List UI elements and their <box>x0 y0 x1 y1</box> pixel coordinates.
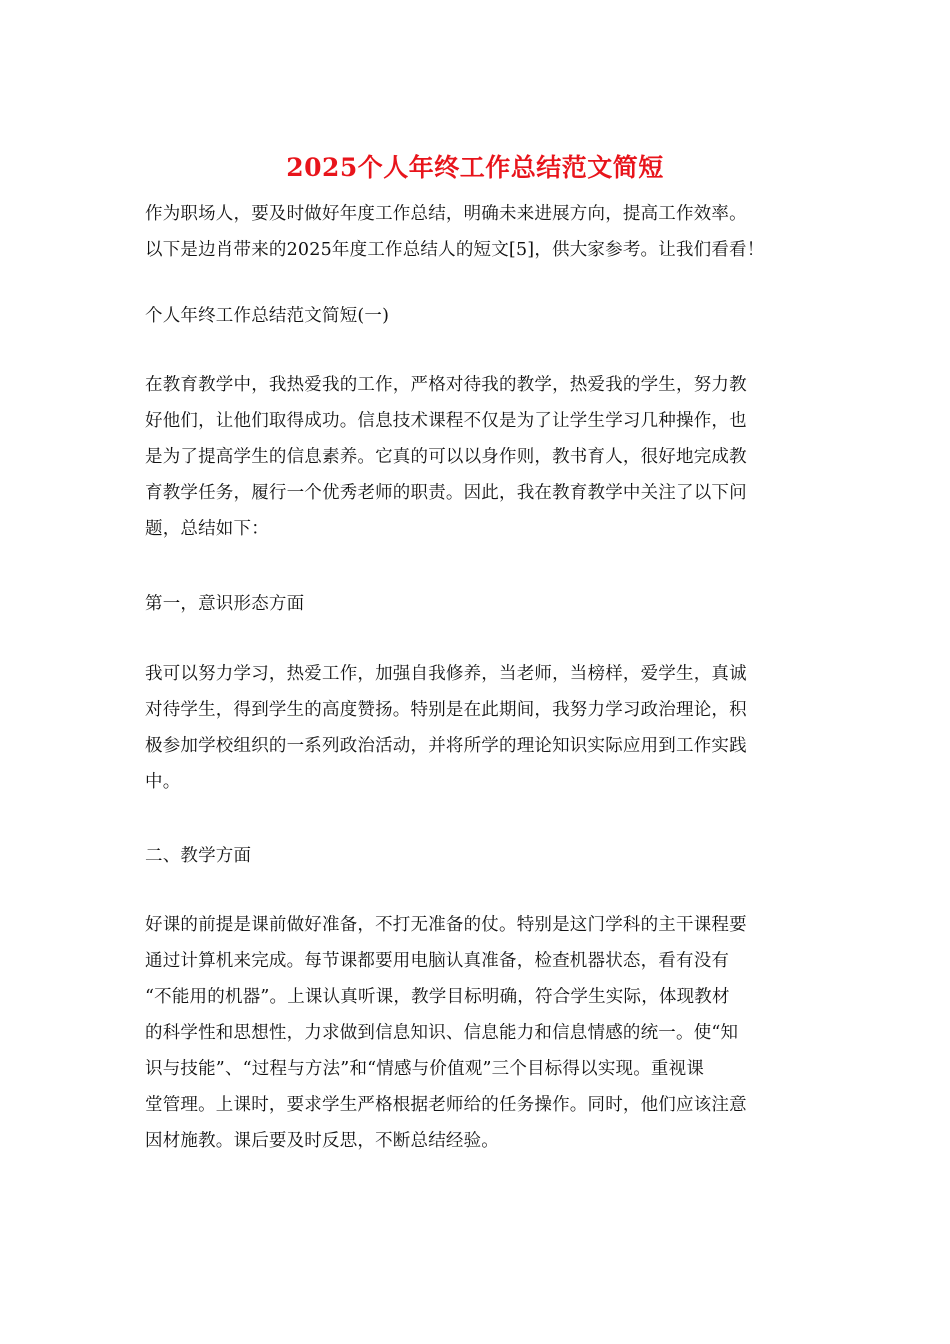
paragraph-line: 在教育教学中，我热爱我的工作，严格对待我的教学，热爱我的学生，努力教 <box>145 375 747 395</box>
paragraph-line: 的科学性和思想性，力求做到信息知识、信息能力和信息情感的统一。使“知 <box>145 1023 739 1043</box>
subheading-text: 二、教学方面 <box>145 846 252 866</box>
section-heading <box>145 298 810 334</box>
intro-line: 以下是边肖带来的2025年度工作总结人的短文[5]，供大家参考。让我们看看！ <box>145 240 765 260</box>
paragraph-3 <box>145 907 810 1159</box>
paragraph-line: 极参加学校组织的一系列政治活动，并将所学的理论知识实际应用到工作实践 <box>145 736 747 756</box>
paragraph-1 <box>145 367 810 547</box>
intro-paragraph <box>145 196 810 268</box>
subheading-ideology <box>145 586 810 622</box>
paragraph-line: 对待学生，得到学生的高度赞扬。特别是在此期间，我努力学习政治理论，积 <box>145 700 747 720</box>
section-heading-text: 个人年终工作总结范文简短(一) <box>145 306 390 326</box>
paragraph-line: 堂管理。上课时，要求学生严格根据老师给的任务操作。同时，他们应该注意 <box>145 1095 747 1115</box>
paragraph-line: 是为了提高学生的信息素养。它真的可以以身作则，教书育人，很好地完成教 <box>145 447 747 467</box>
paragraph-line: 我可以努力学习，热爱工作，加强自我修养，当老师，当榜样，爱学生，真诚 <box>145 664 747 684</box>
subheading-text: 第一，意识形态方面 <box>145 594 305 614</box>
paragraph-line: “不能用的机器”。上课认真听课，教学目标明确，符合学生实际，体现教材 <box>145 987 730 1007</box>
intro-line: 作为职场人，要及时做好年度工作总结，明确未来进展方向，提高工作效率。 <box>145 204 747 224</box>
paragraph-line: 通过计算机来完成。每节课都要用电脑认真准备，检查机器状态，看有没有 <box>145 951 730 971</box>
paragraph-line: 识与技能”、“过程与方法”和“情感与价值观”三个目标得以实现。重视课 <box>145 1059 705 1079</box>
document-title: 2025个人年终工作总结范文简短 <box>286 153 664 182</box>
paragraph-line: 育教学任务，履行一个优秀老师的职责。因此，我在教育教学中关注了以下问 <box>145 483 747 503</box>
paragraph-line: 中。 <box>145 772 181 792</box>
subheading-teaching <box>145 838 810 874</box>
paragraph-line: 因材施教。课后要及时反思，不断总结经验。 <box>145 1131 499 1151</box>
paragraph-line: 好他们，让他们取得成功。信息技术课程不仅是为了让学生学习几种操作，也 <box>145 411 747 431</box>
paragraph-2 <box>145 656 810 800</box>
paragraph-line: 好课的前提是课前做好准备，不打无准备的仗。特别是这门学科的主干课程要 <box>145 915 747 935</box>
paragraph-line: 题，总结如下： <box>145 519 269 539</box>
